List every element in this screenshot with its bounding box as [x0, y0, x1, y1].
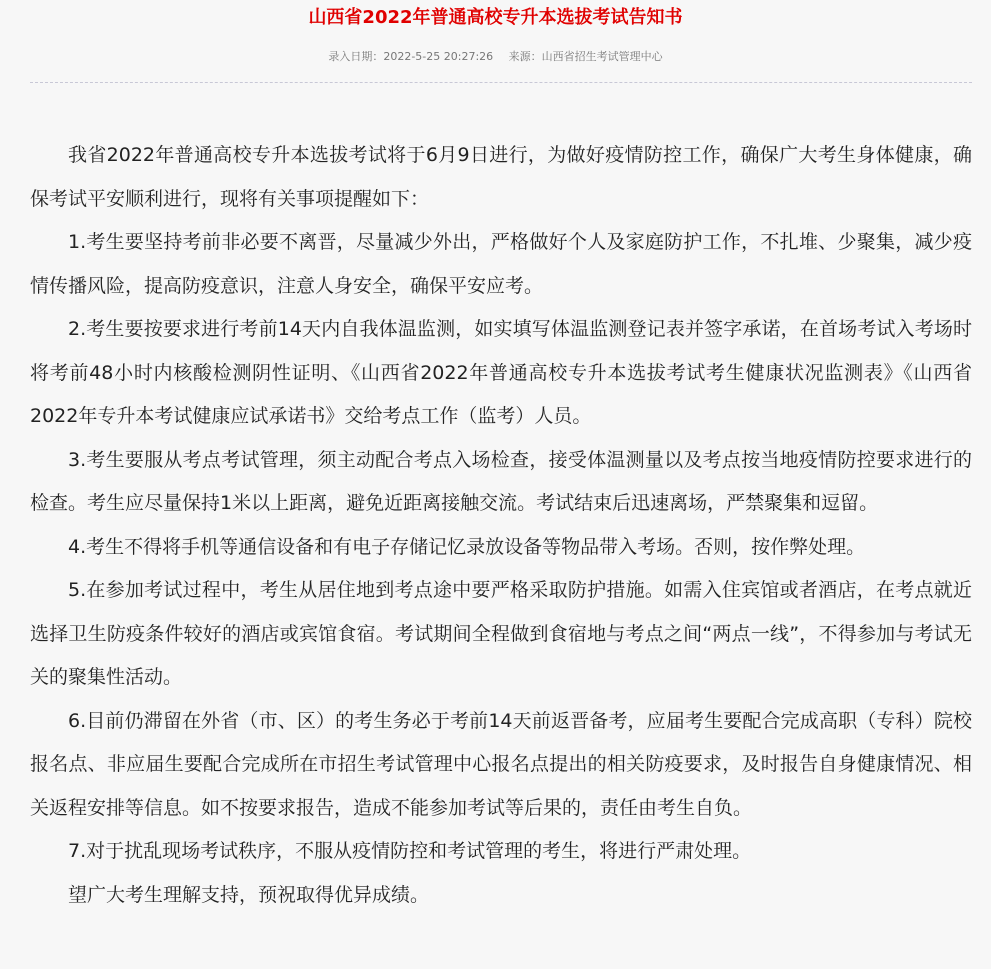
article-title: 山西省2022年普通高校专升本选拔考试告知书 [308, 7, 683, 28]
paragraph-item-7: 7.对于扰乱现场考试秩序，不服从疫情防控和考试管理的考生，将进行严肃处理。 [68, 840, 752, 862]
article-body [30, 134, 972, 917]
paragraph-item-2: 2.考生要按要求进行考前14天内自我体温监测，如实填写体温监测登记表并签字承诺，在首场考试入考场时将考前48小时内核酸检测阴性证明、《山西省2022年普通高校专升本选拔考试考生健康状况监测表》《山西省2022年专升本考试健康应试承诺书》交给考点工作（监考）人员。 [30, 318, 972, 427]
source: 来源：山西省招生考试管理中心 [508, 50, 663, 63]
paragraph-item-3: 3.考生要服从考点考试管理，须主动配合考点入场检查，接受体温测量以及考点按当地疫情防控要求进行的检查。考生应尽量保持1米以上距离，避免近距离接触交流。考试结束后迅速离场，严禁聚集和逗留。 [30, 448, 972, 514]
paragraph-item-4: 4.考生不得将手机等通信设备和有电子存储记忆录放设备等物品带入考场。否则，按作弊处理。 [68, 535, 866, 558]
entry-date: 录入日期：2022-5-25 20:27:26 [328, 50, 494, 63]
divider [30, 82, 972, 83]
paragraph-closing: 望广大考生理解支持，预祝取得优异成绩。 [68, 883, 430, 906]
paragraph-intro: 我省2022年普通高校专升本选拔考试将于6月9日进行，为做好疫情防控工作，确保广大考生身体健康，确保考试平安顺利进行，现将有关事项提醒如下： [30, 144, 972, 210]
paragraph-item-5: 5.在参加考试过程中，考生从居住地到考点途中要严格采取防护措施。如需入住宾馆或者酒店，在考点就近选择卫生防疫条件较好的酒店或宾馆食宿。考试期间全程做到食宿地与考点之间“两点一线”，不得参加与考试无关的聚集性活动。 [30, 579, 972, 688]
paragraph-item-6: 6.目前仍滞留在外省（市、区）的考生务必于考前14天前返晋备考，应届考生要配合完成高职（专科）院校报名点、非应届生要配合完成所在市招生考试管理中心报名点提出的相关防疫要求，及时报告自身健康情况、相关返程安排等信息。如不按要求报告，造成不能参加考试等后果的，责任由考生自负。 [30, 709, 972, 819]
article-meta [0, 49, 991, 65]
paragraph-item-1: 1.考生要坚持考前非必要不离晋，尽量减少外出，严格做好个人及家庭防护工作，不扎堆、少聚集，减少疫情传播风险，提高防疫意识，注意人身安全，确保平安应考。 [30, 231, 972, 297]
